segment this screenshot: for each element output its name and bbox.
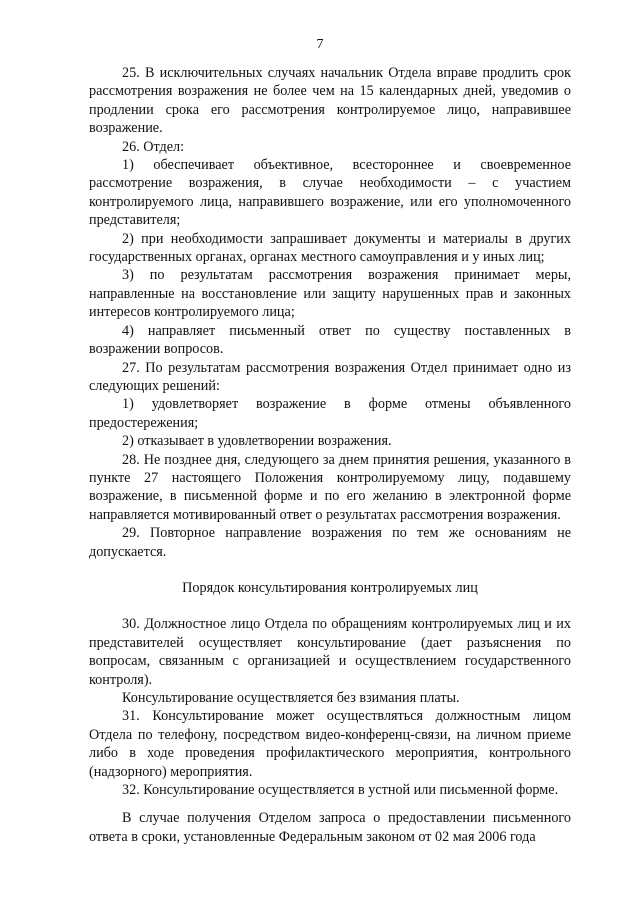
paragraph-32-note: В случае получения Отделом запроса о предоставлении письменного ответа в сроки, установленные Федеральным законом от 02 мая 2006 года (89, 810, 571, 845)
paragraph-31: 31. Консультирование может осуществляться должностным лицом Отдела по телефону, посредством видео-конференц-связи, на личном приеме либо в ходе проведения профилактического мероприятия, контрольного (надзорного) мероприятия. (89, 708, 571, 780)
paragraph-30: 30. Должностное лицо Отдела по обращениям контролируемых лиц и их представителей осуществляет консультирование (дает разъяснения по вопросам, связанным с организацией и осуществлением государственного контроля). (89, 616, 571, 688)
paragraph-30-note: Консультирование осуществляется без взимания платы. (122, 690, 460, 706)
paragraph-27: 27. По результатам рассмотрения возражения Отдел принимает одно из следующих решений: (89, 359, 571, 394)
paragraph-26: 26. Отдел: (122, 138, 185, 155)
paragraph-27-item-2: 2) отказывает в удовлетворении возражения. (122, 433, 392, 450)
paragraph-29: 29. Повторное направление возражения по тем же основаниям не допускается. (89, 525, 571, 560)
page-number: 7 (316, 37, 324, 52)
document-body (89, 64, 571, 846)
paragraph-25: 25. В исключительных случаях начальник Отдела вправе продлить срок рассмотрения возражения не более чем на 15 календарных дней, уведомив о продлении срока его рассмотрения контролируемое лицо, направившее возражение. (89, 65, 571, 137)
section-heading: Порядок консультирования контролируемых лиц (182, 579, 478, 596)
paragraph-27-item-1: 1) удовлетворяет возражение в форме отмены объявленного предостережения; (89, 396, 571, 431)
paragraph-32: 32. Консультирование осуществляется в устной или письменной форме. (122, 782, 559, 799)
paragraph-26-item-3: 3) по результатам рассмотрения возражения принимает меры, направленные на восстановление или защиту нарушенных прав и законных интересов контролируемого лица; (89, 267, 571, 321)
paragraph-26-item-1: 1) обеспечивает объективное, всестороннее и своевременное рассмотрение возражения, в случае необходимости – с участием контролируемого лица, направившего возражение, или его уполномоченного представителя; (89, 157, 571, 229)
paragraph-26-item-2: 2) при необходимости запрашивает документы и материалы в других государственных органах, органах местного самоуправления и у иных лиц; (89, 230, 571, 266)
paragraph-28: 28. Не позднее дня, следующего за днем принятия решения, указанного в пункте 27 настоящего Положения контролируемому лицу, подавшему возражение, в письменной форме и по его желанию в электронной форме направляется мотивированный ответ о результатах рассмотрения возражения. (89, 451, 571, 523)
paragraph-26-item-4: 4) направляет письменный ответ по существу поставленных в возражении вопросов. (89, 322, 571, 358)
